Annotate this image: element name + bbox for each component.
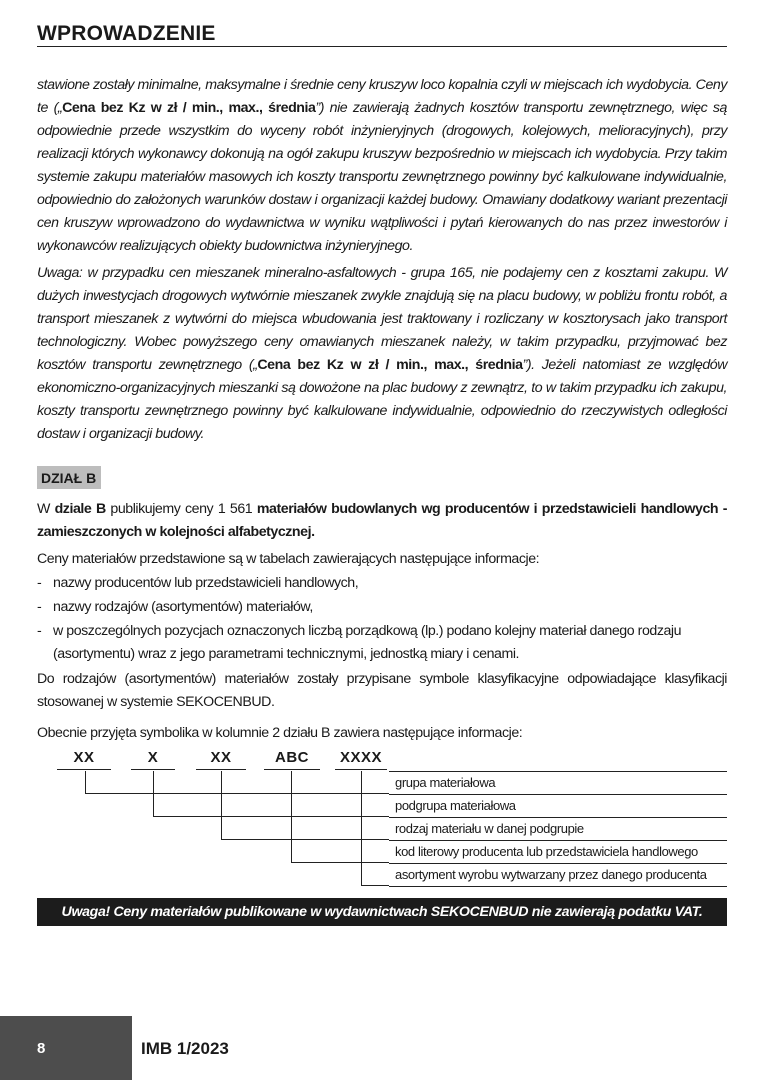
- connector-line: [85, 793, 389, 794]
- intro-p1-price-column: Cena bez Kz w zł / min., max., średnia: [62, 100, 316, 116]
- symbol-underline: [57, 769, 111, 770]
- classification-paragraph: Do rodzajów (asortymentów) materiałów zostały przypisane symbole klasyfikacyjne odpowiadające klasyfikacji stosowanej w systemie SEKOCENBUD.: [37, 671, 727, 710]
- symbol-underline: [196, 769, 246, 770]
- connector-line: [361, 771, 362, 885]
- list-item: [37, 596, 727, 619]
- connector-line: [221, 839, 389, 840]
- connector-line: [291, 862, 389, 863]
- symbol-underline: [264, 769, 320, 770]
- list-item-text: w poszczególnych pozycjach oznaczonych liczbą porządkową (lp.) podano kolejny materiał danego rodzaju (asortymentu) wraz z jego parametrami technicznymi, jednostką miary i cenami.: [53, 623, 682, 662]
- legend-row: grupa materiałowa: [389, 772, 727, 795]
- list-dash: -: [37, 623, 42, 639]
- connector-line: [291, 771, 292, 862]
- page-number: 8: [37, 1040, 46, 1057]
- legend-row: podgrupa materiałowa: [389, 795, 727, 818]
- legend-row: asortyment wyrobu wytwarzany przez danego producenta: [389, 864, 727, 887]
- section-b-label: DZIAŁ B: [37, 466, 101, 489]
- section-b-intro-paragraph: [37, 498, 727, 544]
- list-item-text: nazwy producentów lub przedstawicieli handlowych,: [53, 575, 359, 591]
- intro-paragraph-asphalt-note: [37, 262, 727, 446]
- section-b-p3-c: publikujemy ceny 1 561: [105, 501, 257, 517]
- connector-line: [221, 771, 222, 839]
- symbolism-paragraph: Obecnie przyjęta symbolika w kolumnie 2 działu B zawiera następujące informacje:: [37, 725, 523, 741]
- legend-row: kod literowy producenta lub przedstawiciela handlowego: [389, 841, 727, 864]
- intro-p2-price-column: Cena bez Kz w zł / min., max., średnia: [257, 357, 523, 373]
- symbol-code-producer: ABC: [275, 749, 309, 766]
- connector-line: [85, 771, 86, 793]
- connector-line: [153, 771, 154, 816]
- list-item: [37, 572, 727, 595]
- symbol-legend: [389, 771, 727, 887]
- symbol-code-assortment: XXXX: [339, 749, 383, 766]
- page-header-title: WPROWADZENIE: [37, 22, 216, 45]
- list-dash: -: [37, 575, 42, 591]
- vat-warning-banner: Uwaga! Ceny materiałów publikowane w wydawnictwach SEKOCENBUD nie zawierają podatku VAT.: [37, 898, 727, 926]
- intro-paragraph-aggregates: [37, 74, 727, 258]
- intro-p1-text-a: stawione zostały minimalne, maksymalne i średnie ceny kruszyw loco kopalnia czyli w miejscach ich wydobycia. Ceny te („: [37, 77, 727, 116]
- symbol-underline: [131, 769, 175, 770]
- connector-line: [153, 816, 389, 817]
- intro-p2-text-c: ”). Jeżeli natomiast ze względów ekonomiczno-organizacyjnych mieszanki są dowożone na plac budowy z zewnątrz, to w takim przypadku ich zakupu, koszty transportu zewnętrznego powinny być kalkulowane indywidualnie, odpowiednio do rzeczywistych odległości dostaw i organizacji budowy.: [37, 357, 728, 442]
- symbol-code-subgroup: X: [147, 749, 159, 766]
- header-rule: [37, 46, 727, 47]
- section-b-p3-d: materiałów budowlanych wg producentów i przedstawicieli handlowych - zamieszczonych w kolejności alfabetycznej.: [37, 501, 728, 540]
- footer-page-tab: [0, 1016, 132, 1080]
- issue-label: IMB 1/2023: [141, 1039, 229, 1058]
- symbol-underline: [335, 769, 387, 770]
- intro-p2-text-a: Uwaga: w przypadku cen mieszanek mineralno-asfaltowych - grupa 165, nie podajemy cen z kosztami zakupu. W dużych inwestycjach drogowych wytwórnie mieszanek zwykle znajdują się na placu budowy, w pobliżu frontu robót, a transport mieszanek z wytwórni do miejsca wbudowania jest traktowany i rozliczany w kosztorysach jako transport technologiczny. Wobec powyższego ceny omawianych mieszanek należy, w takim przypadku, przyjmować bez kosztów transportu zewnętrznego („: [37, 265, 727, 373]
- connector-line: [361, 885, 389, 886]
- intro-p1-text-c: ”) nie zawierają żadnych kosztów transportu zewnętrznego, więc są odpowiednie przede wszystkim do wyceny robót inżynieryjnych (drogowych, kolejowych, melioracyjnych), przy realizacji których wykonawcy dokonują na ogół zakupu kruszyw bezpośrednio w miejscach ich wydobycia. Przy takim systemie zakupu materiałów masowych ich koszty transportu zewnętrznego powinny być kalkulowane indywidualnie, odpowiednio do założonych warunków dostaw i organizacji każdej budowy. Omawiany dodatkowy wariant prezentacji cen kruszyw wprowadzono do wydawnictwa w wyniku wątpliwości i pytań kierowanych do nas przez inwestorów i wykonawców realizujących obiekty budownictwa inżynieryjnego.: [37, 100, 727, 254]
- list-item: [37, 620, 727, 666]
- symbol-code-type: XX: [210, 749, 232, 766]
- symbol-code-group: XX: [73, 749, 95, 766]
- list-dash: -: [37, 599, 42, 615]
- list-item-text: nazwy rodzajów (asortymentów) materiałów,: [53, 599, 313, 615]
- section-b-p3-b: dziale B: [54, 501, 106, 517]
- section-b-p3-a: W: [37, 501, 55, 517]
- legend-row: rodzaj materiału w danej podgrupie: [389, 818, 727, 841]
- section-b-tables-intro: Ceny materiałów przedstawione są w tabelach zawierających następujące informacje:: [37, 551, 540, 567]
